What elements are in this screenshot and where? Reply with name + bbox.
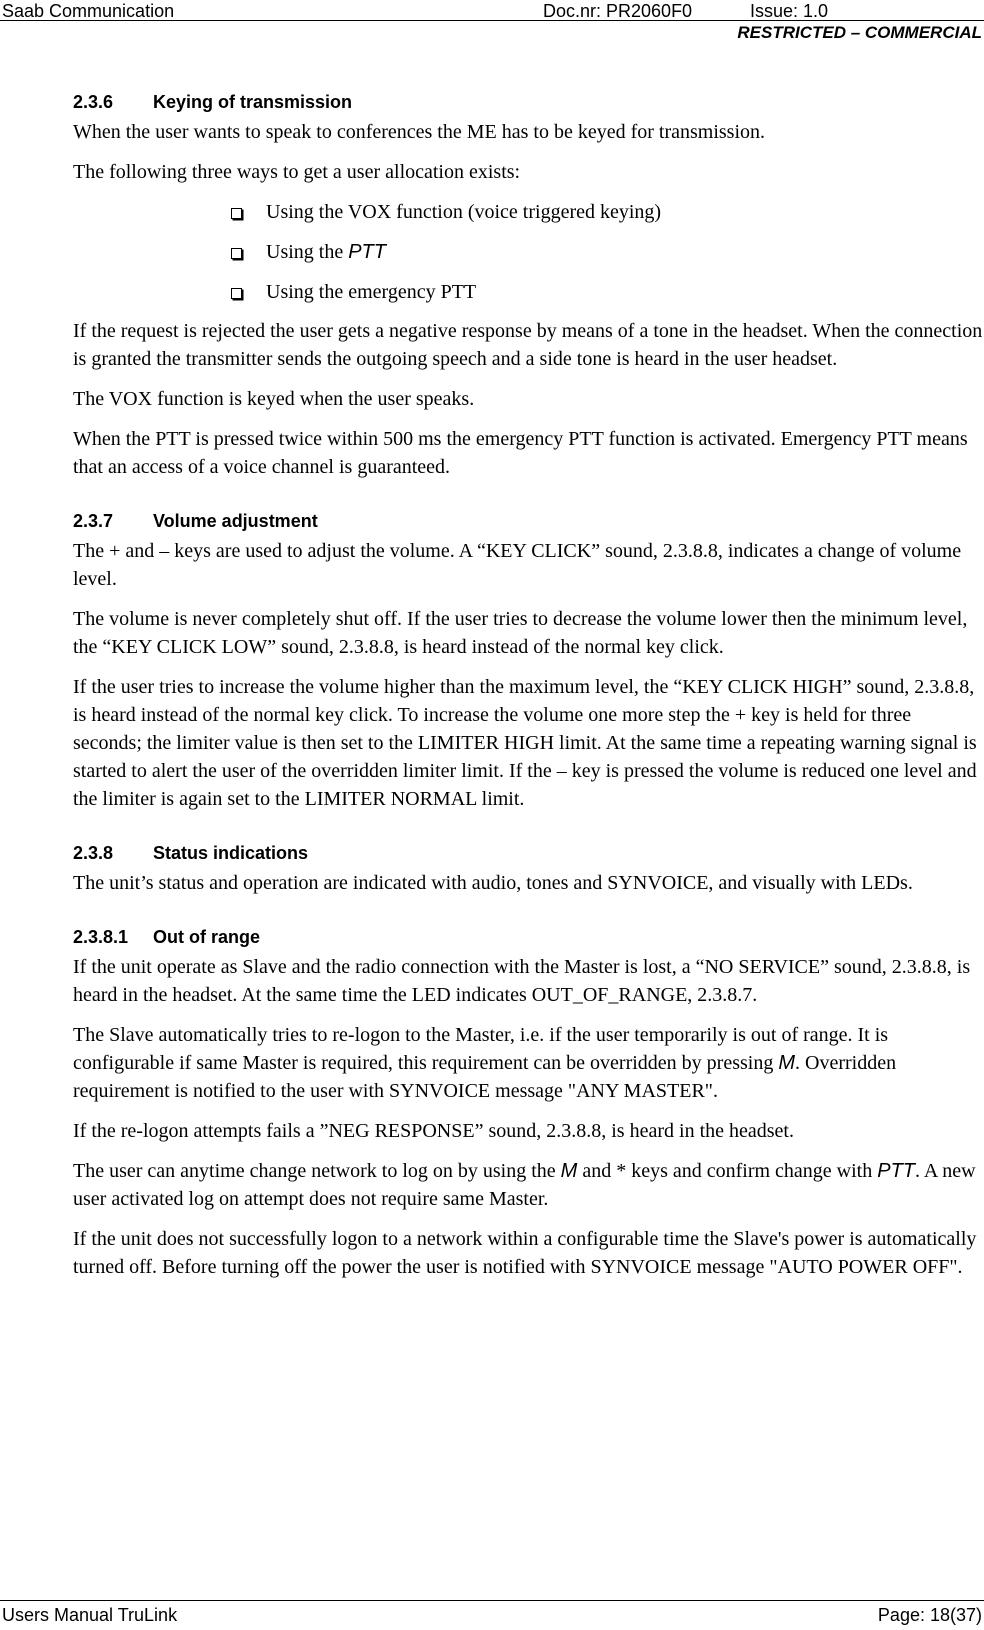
paragraph: If the user tries to increase the volume higher than the maximum level, the “KEY CLICK HIGH” sound, 2.3.8.8, is heard instead of the normal key click. To increase the volume one more step the + key is held for three seconds; the limiter value is then set to the LIMITER HIGH limit. At the same time a repeating warning signal is started to alert the user of the overridden limiter limit. If the – key is pressed the volume is reduced one level and the limiter is again set to the LIMITER NORMAL limit.: [73, 676, 977, 810]
section-number: 2.3.8.1: [73, 927, 129, 947]
paragraph: If the request is rejected the user gets a negative response by means of a tone in the headset. When the connection is granted the transmitter sends the outgoing speech and a side tone is heard in the user headset.: [73, 320, 983, 370]
paragraph: If the re-logon attempts fails a ”NEG RESPONSE” sound, 2.3.8.8, is heard in the headset.: [73, 1120, 794, 1142]
document-body: [73, 90, 983, 1281]
section-number: 2.3.7: [73, 511, 114, 531]
section-heading-2-3-6: [73, 90, 983, 114]
list-item-text: Using the: [266, 241, 349, 263]
section-title: Keying of transmission: [153, 92, 353, 112]
section-number: 2.3.6: [73, 92, 114, 112]
header-classification: RESTRICTED – COMMERCIAL: [737, 23, 982, 42]
header-company: Saab Communication: [2, 1, 175, 21]
paragraph: The following three ways to get a user allocation exists:: [73, 161, 521, 183]
header-rule: [0, 20, 984, 21]
list-item: [73, 198, 983, 226]
footer-rule: [0, 1600, 984, 1601]
list-item: [73, 278, 983, 306]
section-heading-2-3-8-1: [73, 925, 983, 949]
paragraph: When the user wants to speak to conferences the ME has to be keyed for transmission.: [73, 121, 766, 143]
checkbox-bullet-icon: [231, 208, 242, 219]
section-title: Out of range: [153, 927, 260, 947]
key-name-m: M: [560, 1160, 578, 1182]
checkbox-bullet-icon: [231, 288, 242, 299]
bullet-list: [73, 198, 983, 306]
section-title: Status indications: [153, 843, 309, 863]
paragraph: The volume is never completely shut off. If the user tries to decrease the volume lower then the minimum level, the “KEY CLICK LOW” sound, 2.3.8.8, is heard instead of the normal key click.: [73, 608, 968, 658]
section-heading-2-3-7: [73, 509, 983, 533]
key-name-m: M: [778, 1052, 795, 1074]
key-name-ptt: PTT: [348, 241, 386, 263]
paragraph: When the PTT is pressed twice within 500 ms the emergency PTT function is activated. Emergency PTT means that an access of a voice channel is guaranteed.: [73, 428, 968, 478]
section-title: Volume adjustment: [153, 511, 318, 531]
paragraph: If the unit operate as Slave and the radio connection with the Master is lost, a “NO SERVICE” sound, 2.3.8.8, is heard in the headset. At the same time the LED indicates OUT_OF_RANGE, 2.3.8.7.: [73, 956, 971, 1006]
paragraph: The + and – keys are used to adjust the volume. A “KEY CLICK” sound, 2.3.8.8, indicates a change of volume level.: [73, 540, 962, 590]
checkbox-bullet-icon: [231, 248, 242, 259]
footer-title: Users Manual TruLink: [2, 1605, 178, 1625]
list-item-text: Using the emergency PTT: [266, 281, 477, 303]
footer-page-number: Page: 18(37): [877, 1605, 982, 1625]
header-doc-nr: Doc.nr: PR2060F0: [543, 1, 693, 21]
paragraph: If the unit does not successfully logon to a network within a configurable time the Slave's power is automatically turned off. Before turning off the power the user is notified with SYNVOICE message "AUTO POWER OFF".: [73, 1228, 977, 1278]
paragraph: The user can anytime change network to log on by using the M and * keys and confirm change with PTT. A new user activated log on attempt does not require same Master.: [73, 1160, 976, 1210]
paragraph: The unit’s status and operation are indicated with audio, tones and SYNVOICE, and visually with LEDs.: [73, 872, 913, 894]
paragraph: The VOX function is keyed when the user speaks.: [73, 388, 475, 410]
header-issue: Issue: 1.0: [750, 1, 829, 21]
section-number: 2.3.8: [73, 843, 114, 863]
section-heading-2-3-8: [73, 841, 983, 865]
paragraph: The Slave automatically tries to re-logon to the Master, i.e. if the user temporarily is out of range. It is configurable if same Master is required, this requirement can be overridden by pressing M. Overridden requirement is notified to the user with SYNVOICE message "ANY MASTER".: [73, 1024, 897, 1102]
list-item: [73, 238, 983, 266]
key-name-ptt: PTT: [877, 1160, 916, 1182]
list-item-text: Using the VOX function (voice triggered keying): [266, 201, 662, 223]
